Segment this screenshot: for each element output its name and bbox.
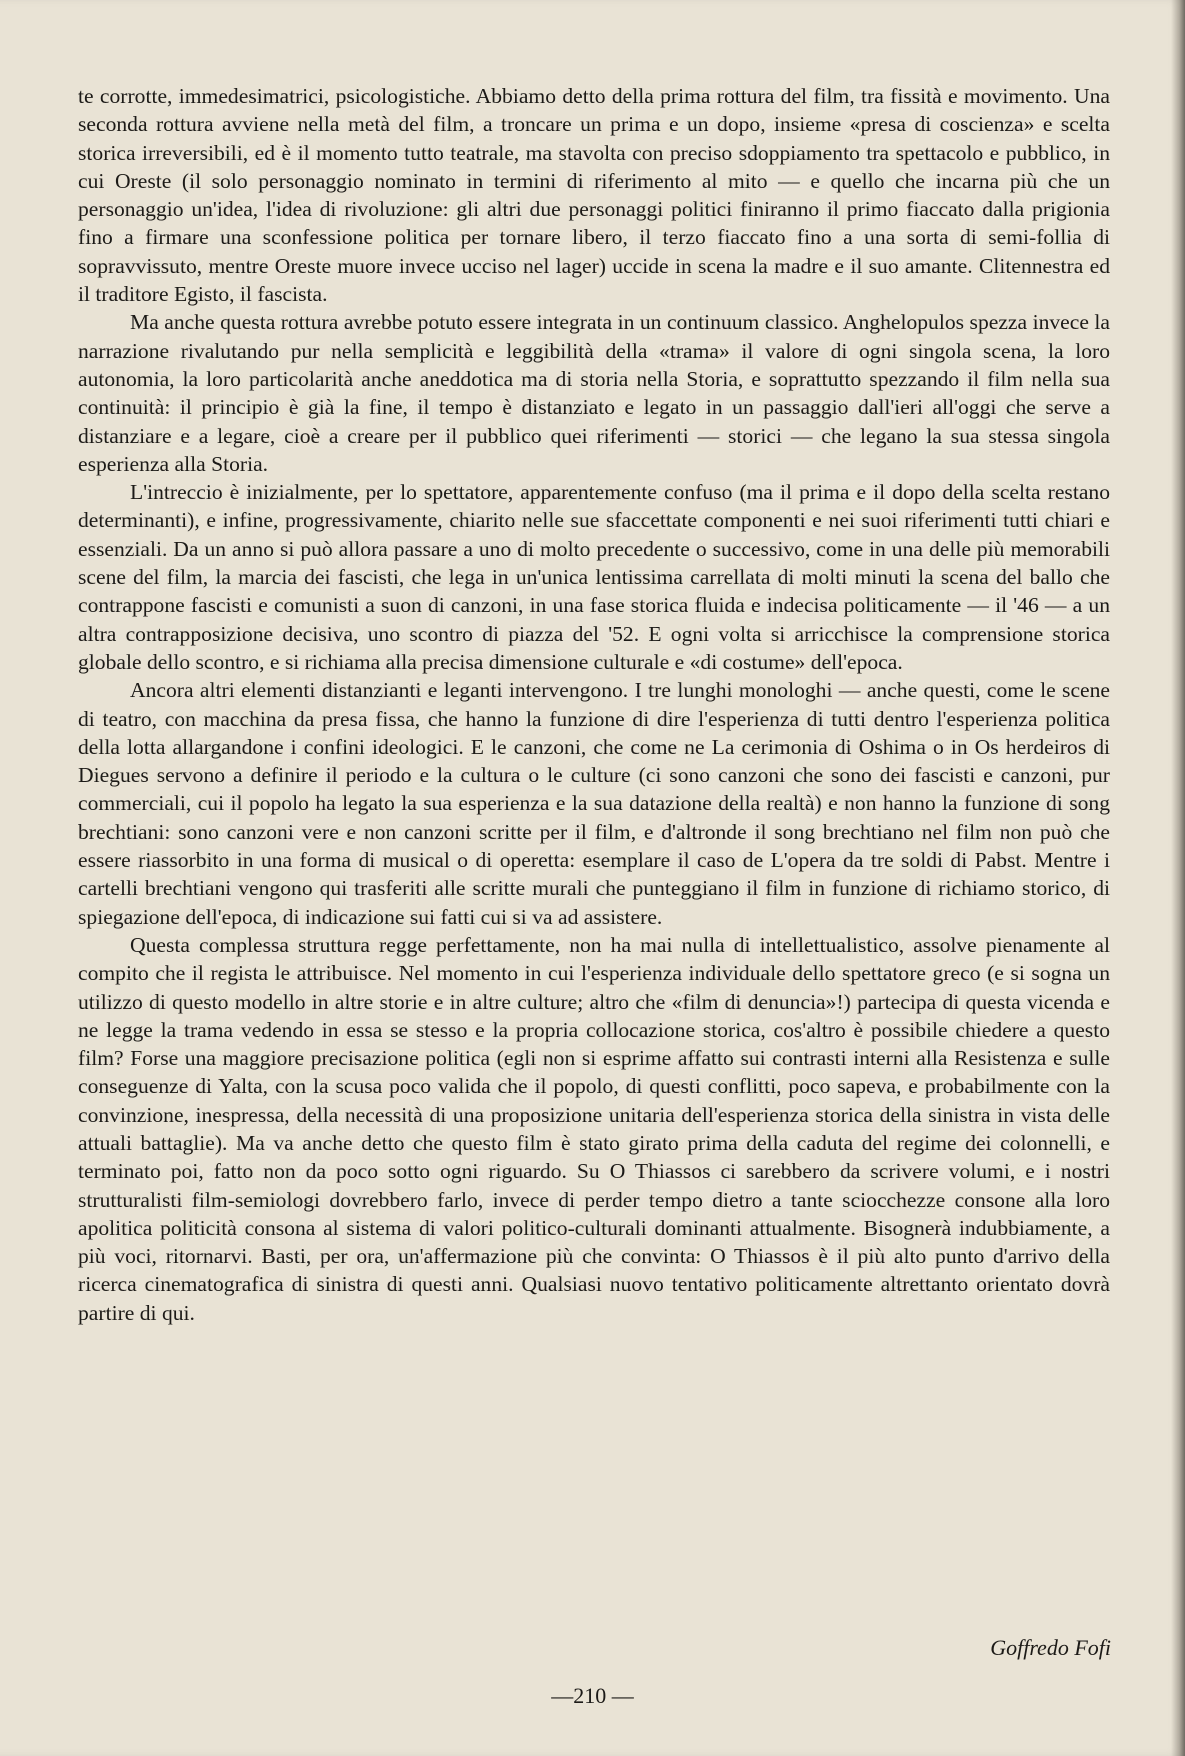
page-edge-shadow: [1171, 0, 1185, 1756]
article-body: [78, 82, 1110, 1327]
paragraph-5: Questa complessa struttura regge perfettamente, non ha mai nulla di intellettualistico, assolve pienamente al compito che il regista le attribuisce. Nel momento in cui l'esperienza individuale dello spettatore greco (e si sogna un utilizzo di questo modello in altre storie e in altre culture; altro che «film di denuncia»!) partecipa di questa vicenda e ne legge la trama vedendo in essa se stesso e la propria collocazione storica, cos'altro è possibile chiedere a questo film? Forse una maggiore precisazione politica (egli non si esprime affatto sui contrasti interni alla Resistenza e sulle conseguenze di Yalta, con la scusa poco valida che il popolo, di questi conflitti, poco sapeva, e probabilmente con la convinzione, inespressa, della necessità di una proposizione unitaria dell'esperienza storica della sinistra in vista delle attuali battaglie). Ma va anche detto che questo film è stato girato prima della caduta del regime dei colonnelli, e terminato poi, fatto non da poco sotto ogni riguardo. Su O Thiassos ci sarebbero da scrivere volumi, e i nostri strutturalisti film-semiologi dovrebbero farlo, invece di perder tempo dietro a tante sciocchezze consone alla loro apolitica politicità consona al sistema di valori politico-culturali dominanti attualmente. Bisognerà indubbiamente, a più voci, ritornarvi. Basti, per ora, un'affermazione più che convinta: O Thiassos è il più alto punto d'arrivo della ricerca cinematografica di sinistra di questi anni. Qualsiasi nuovo tentativo politicamente altrettanto orientato dovrà partire di qui.: [78, 932, 1110, 1325]
paragraph-4: Ancora altri elementi distanzianti e leganti intervengono. I tre lunghi monologhi — anche questi, come le scene di teatro, con macchina da presa fissa, che hanno la funzione di dire l'esperienza di tutti dentro l'esperienza politica della lotta allargandone i confini ideologici. E le canzoni, che come ne La cerimonia di Oshima o in Os herdeiros di Diegues servono a definire il periodo e la cultura o le culture (ci sono canzoni che sono dei fascisti e canzoni, pur commerciali, cui il popolo ha legato la sua esperienza e la sua datazione della realtà) e non hanno la funzione di song brechtiani: sono canzoni vere e non canzoni scritte per il film, e d'altronde il song brechtiano nel film non può che essere riassorbito in una forma di musical o di operetta: esemplare il caso de L'opera da tre soldi di Pabst. Mentre i cartelli brechtiani vengono qui trasferiti alle scritte murali che punteggiano il film in funzione di richiamo storico, di spiegazione dell'epoca, di indicazione sui fatti cui si va ad assistere.: [78, 678, 1110, 929]
paragraph-2: Ma anche questa rottura avrebbe potuto essere integrata in un continuum classico. Anghelopulos spezza invece la narrazione rivalutando pur nella semplicità e leggibilità della «trama» il valore di ogni singola scena, la loro autonomia, la loro particolarità anche aneddotica ma di storia nella Storia, e soprattutto spezzando il film nella sua continuità: il principio è già la fine, il tempo è distanziato e legato in un passaggio dall'ieri all'oggi che serve a distanziare e a legare, cioè a creare per il pubblico quei riferimenti — storici — che legano la sua stessa singola esperienza alla Storia.: [78, 310, 1110, 476]
author-signature: Goffredo Fofi: [990, 1635, 1111, 1660]
paragraph-1: te corrotte, immedesimatrici, psicologistiche. Abbiamo detto della prima rottura del film, tra fissità e movimento. Una seconda rottura avviene nella metà del film, a troncare un prima e un dopo, insieme «presa di coscienza» e scelta storica irreversibili, ed è il momento tutto teatrale, ma stavolta con preciso sdoppiamento tra spettacolo e pubblico, in cui Oreste (il solo personaggio nominato in termini di riferimento al mito — e quello che incarna più che un personaggio un'idea, l'idea di rivoluzione: gli altri due personaggi politici finiranno il primo fiaccato dalla prigionia fino a firmare una sconfessione politica per tornare libero, il terzo fiaccato fino a una sorta di semi-follia di sopravvissuto, mentre Oreste muore invece ucciso nel lager) uccide in scena la madre e il suo amante. Clitennestra ed il traditore Egisto, il fascista.: [78, 84, 1110, 307]
paragraph-3: L'intreccio è inizialmente, per lo spettatore, apparentemente confuso (ma il prima e il dopo della scelta restano determinanti), e infine, progressivamente, chiarito nelle sue sfaccettate componenti e nei suoi riferimenti tutti chiari e essenziali. Da un anno si può allora passare a uno di molto precedente o successivo, come in una delle più memorabili scene del film, la marcia dei fascisti, che lega in un'unica lentissima carrellata di molti minuti la scena del ballo che contrappone fascisti e comunisti a suon di canzoni, in una fase storica fluida e indecisa politicamente — il '46 — a un altra contrapposizione decisiva, uno scontro di piazza del '52. E ogni volta si arricchisce la comprensione storica globale dello scontro, e si richiama alla precisa dimensione culturale e «di costume» dell'epoca.: [78, 480, 1110, 674]
page-number: —210 —: [551, 1683, 634, 1708]
